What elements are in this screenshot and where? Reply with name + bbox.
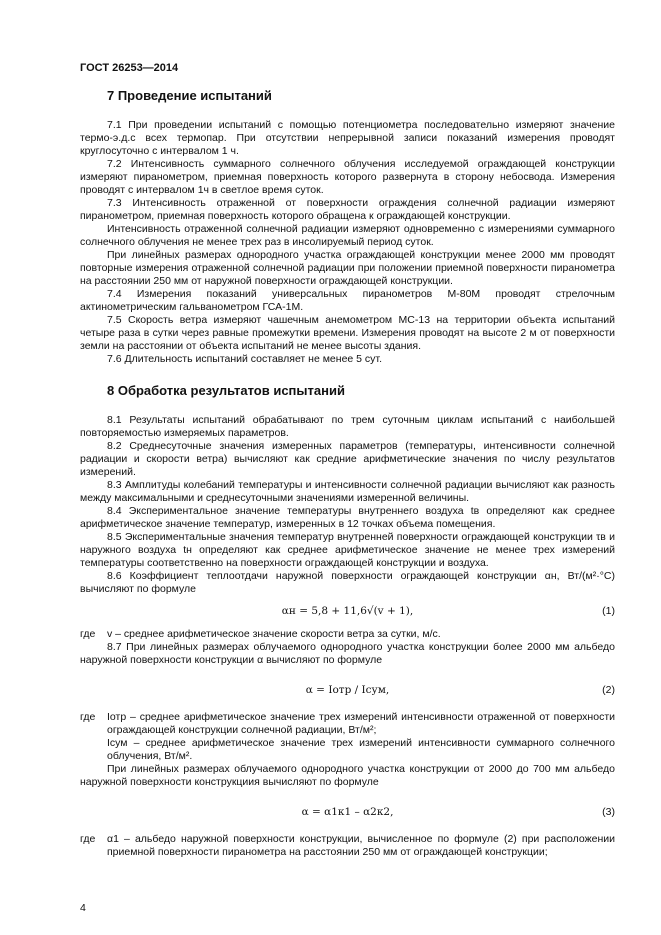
paragraph: 8.6 Коэффициент теплоотдачи наружной поверхности ограждающей конструкции αн, Вт/(м²·°С) вычисляют по формуле (80, 570, 615, 595)
paragraph: 8.4 Экспериментальное значение температуры внутреннего воздуха tв определяют как среднее арифметическое значение температур, измеренных в 12 точках объема помещения. (80, 505, 615, 530)
paragraph: 7.2 Интенсивность суммарного солнечного облучения исследуемой ограждающей конструкции измеряют пиранометром, приемная поверхность которого развернута в сторону небосвода. Измерения проводят с интервалом 1ч в светлое время суток. (80, 158, 615, 196)
paragraph: 8.5 Экспериментальные значения температур внутренней поверхности ограждающей конструкции τв и наружного воздуха tн определяют как среднее арифметическое значение не менее трех измерений температуры соответственно на поверхности ограждающей конструкции и воздуха. (80, 531, 615, 569)
formula-3-number: (3) (602, 805, 615, 818)
legend-text: v – среднее арифметическое значение скорости ветра за сутки, м/с. (107, 628, 441, 640)
where-label: где (80, 711, 96, 723)
where-label: где (80, 628, 96, 640)
paragraph: 7.3 Интенсивность отраженной от поверхности ограждения солнечной радиации измеряют пиранометром, приемная поверхность которого обращена к ограждающей конструкции. (80, 197, 615, 222)
where-label: где (80, 833, 96, 845)
formula-1-legend (80, 628, 615, 641)
paragraph: 8.7 При линейных размерах облучаемого однородного участка конструкции более 2000 мм альбедо наружной поверхности конструкции α вычисляют по формуле (80, 641, 615, 666)
paragraph: 8.3 Амплитуды колебаний температуры и интенсивности солнечной радиации вычисляют как разность между максимальными и среднесуточными значениями измеренной величины. (80, 479, 615, 504)
formula-2-legend (80, 711, 615, 737)
paragraph: 7.4 Измерения показаний универсальных пиранометров М-80М проводят стрелочным актинометрическим гальванометром ГСА-1М. (80, 288, 615, 313)
legend-text: Iсум – среднее арифметическое значение трех измерений интенсивности суммарного солнечного облучения, Вт/м². (107, 737, 615, 762)
document-header: ГОСТ 26253—2014 (80, 62, 179, 74)
section-8-title: 8 Обработка результатов испытаний (107, 383, 345, 398)
formula-2 (80, 673, 615, 707)
formula-1-expression: αн = 5,8 + 11,6√(v + 1), (281, 604, 414, 617)
formula-3-legend (80, 833, 615, 859)
paragraph: 7.6 Длительность испытаний составляет не менее 5 сут. (107, 353, 382, 365)
page-number: 4 (80, 902, 86, 914)
formula-1-number: (1) (602, 604, 615, 617)
formula-2-expression: α = Iотр / Iсум, (305, 683, 390, 696)
section-7-title: 7 Проведение испытаний (107, 88, 272, 103)
paragraph: 7.1 При проведении испытаний с помощью потенциометра последовательно измеряют значение термо-э.д.с всех термопар. При отсутствии непрерывной записи показаний измерения проводят круглосуточно с интервалом 1 ч. (80, 119, 615, 157)
formula-2-number: (2) (602, 683, 615, 696)
formula-1 (80, 598, 615, 624)
formula-3-expression: α = α1κ1 – α2κ2, (301, 805, 394, 818)
formula-3 (80, 795, 615, 829)
paragraph: 8.1 Результаты испытаний обрабатывают по трем суточным циклам испытаний с наибольшей повторяемостью измеряемых параметров. (80, 414, 615, 439)
legend-text: α1 – альбедо наружной поверхности конструкции, вычисленное по формуле (2) при расположении приемной поверхности пиранометра на расстоянии 250 мм от ограждающей конструкции; (107, 833, 615, 858)
legend-text: Iотр – среднее арифметическое значение трех измерений интенсивности отраженной от поверхности ограждающей конструкции солнечной радиации, Вт/м²; (107, 711, 615, 736)
paragraph: 8.2 Среднесуточные значения измеренных параметров (температуры, интенсивности солнечной радиации и скорости ветра) вычисляют как средние арифметические значения по числу результатов измерений. (80, 440, 615, 478)
paragraph: 7.5 Скорость ветра измеряют чашечным анемометром МС-13 на территории объекта испытаний четыре раза в сутки через равные промежутки времени. Измерения проводят на высоте 2 м от поверхности земли на расстоянии от объекта испытаний не менее высоты здания. (80, 314, 615, 352)
paragraph: Интенсивность отраженной солнечной радиации измеряют одновременно с измерениями суммарного солнечного облучения не менее трех раз в инсолируемый период суток. (80, 223, 615, 248)
document-body (80, 88, 615, 859)
paragraph: При линейных размерах однородного участка ограждающей конструкции менее 2000 мм проводят повторные измерения отраженной солнечной радиации при положении приемной поверхности пиранометра на расстоянии 250 мм от наружной поверхности ограждающей конструкции. (80, 249, 615, 287)
paragraph: При линейных размерах облучаемого однородного участка конструкции от 2000 до 700 мм альбедо наружной поверхности конструкциия вычисляют по формуле (80, 763, 615, 788)
